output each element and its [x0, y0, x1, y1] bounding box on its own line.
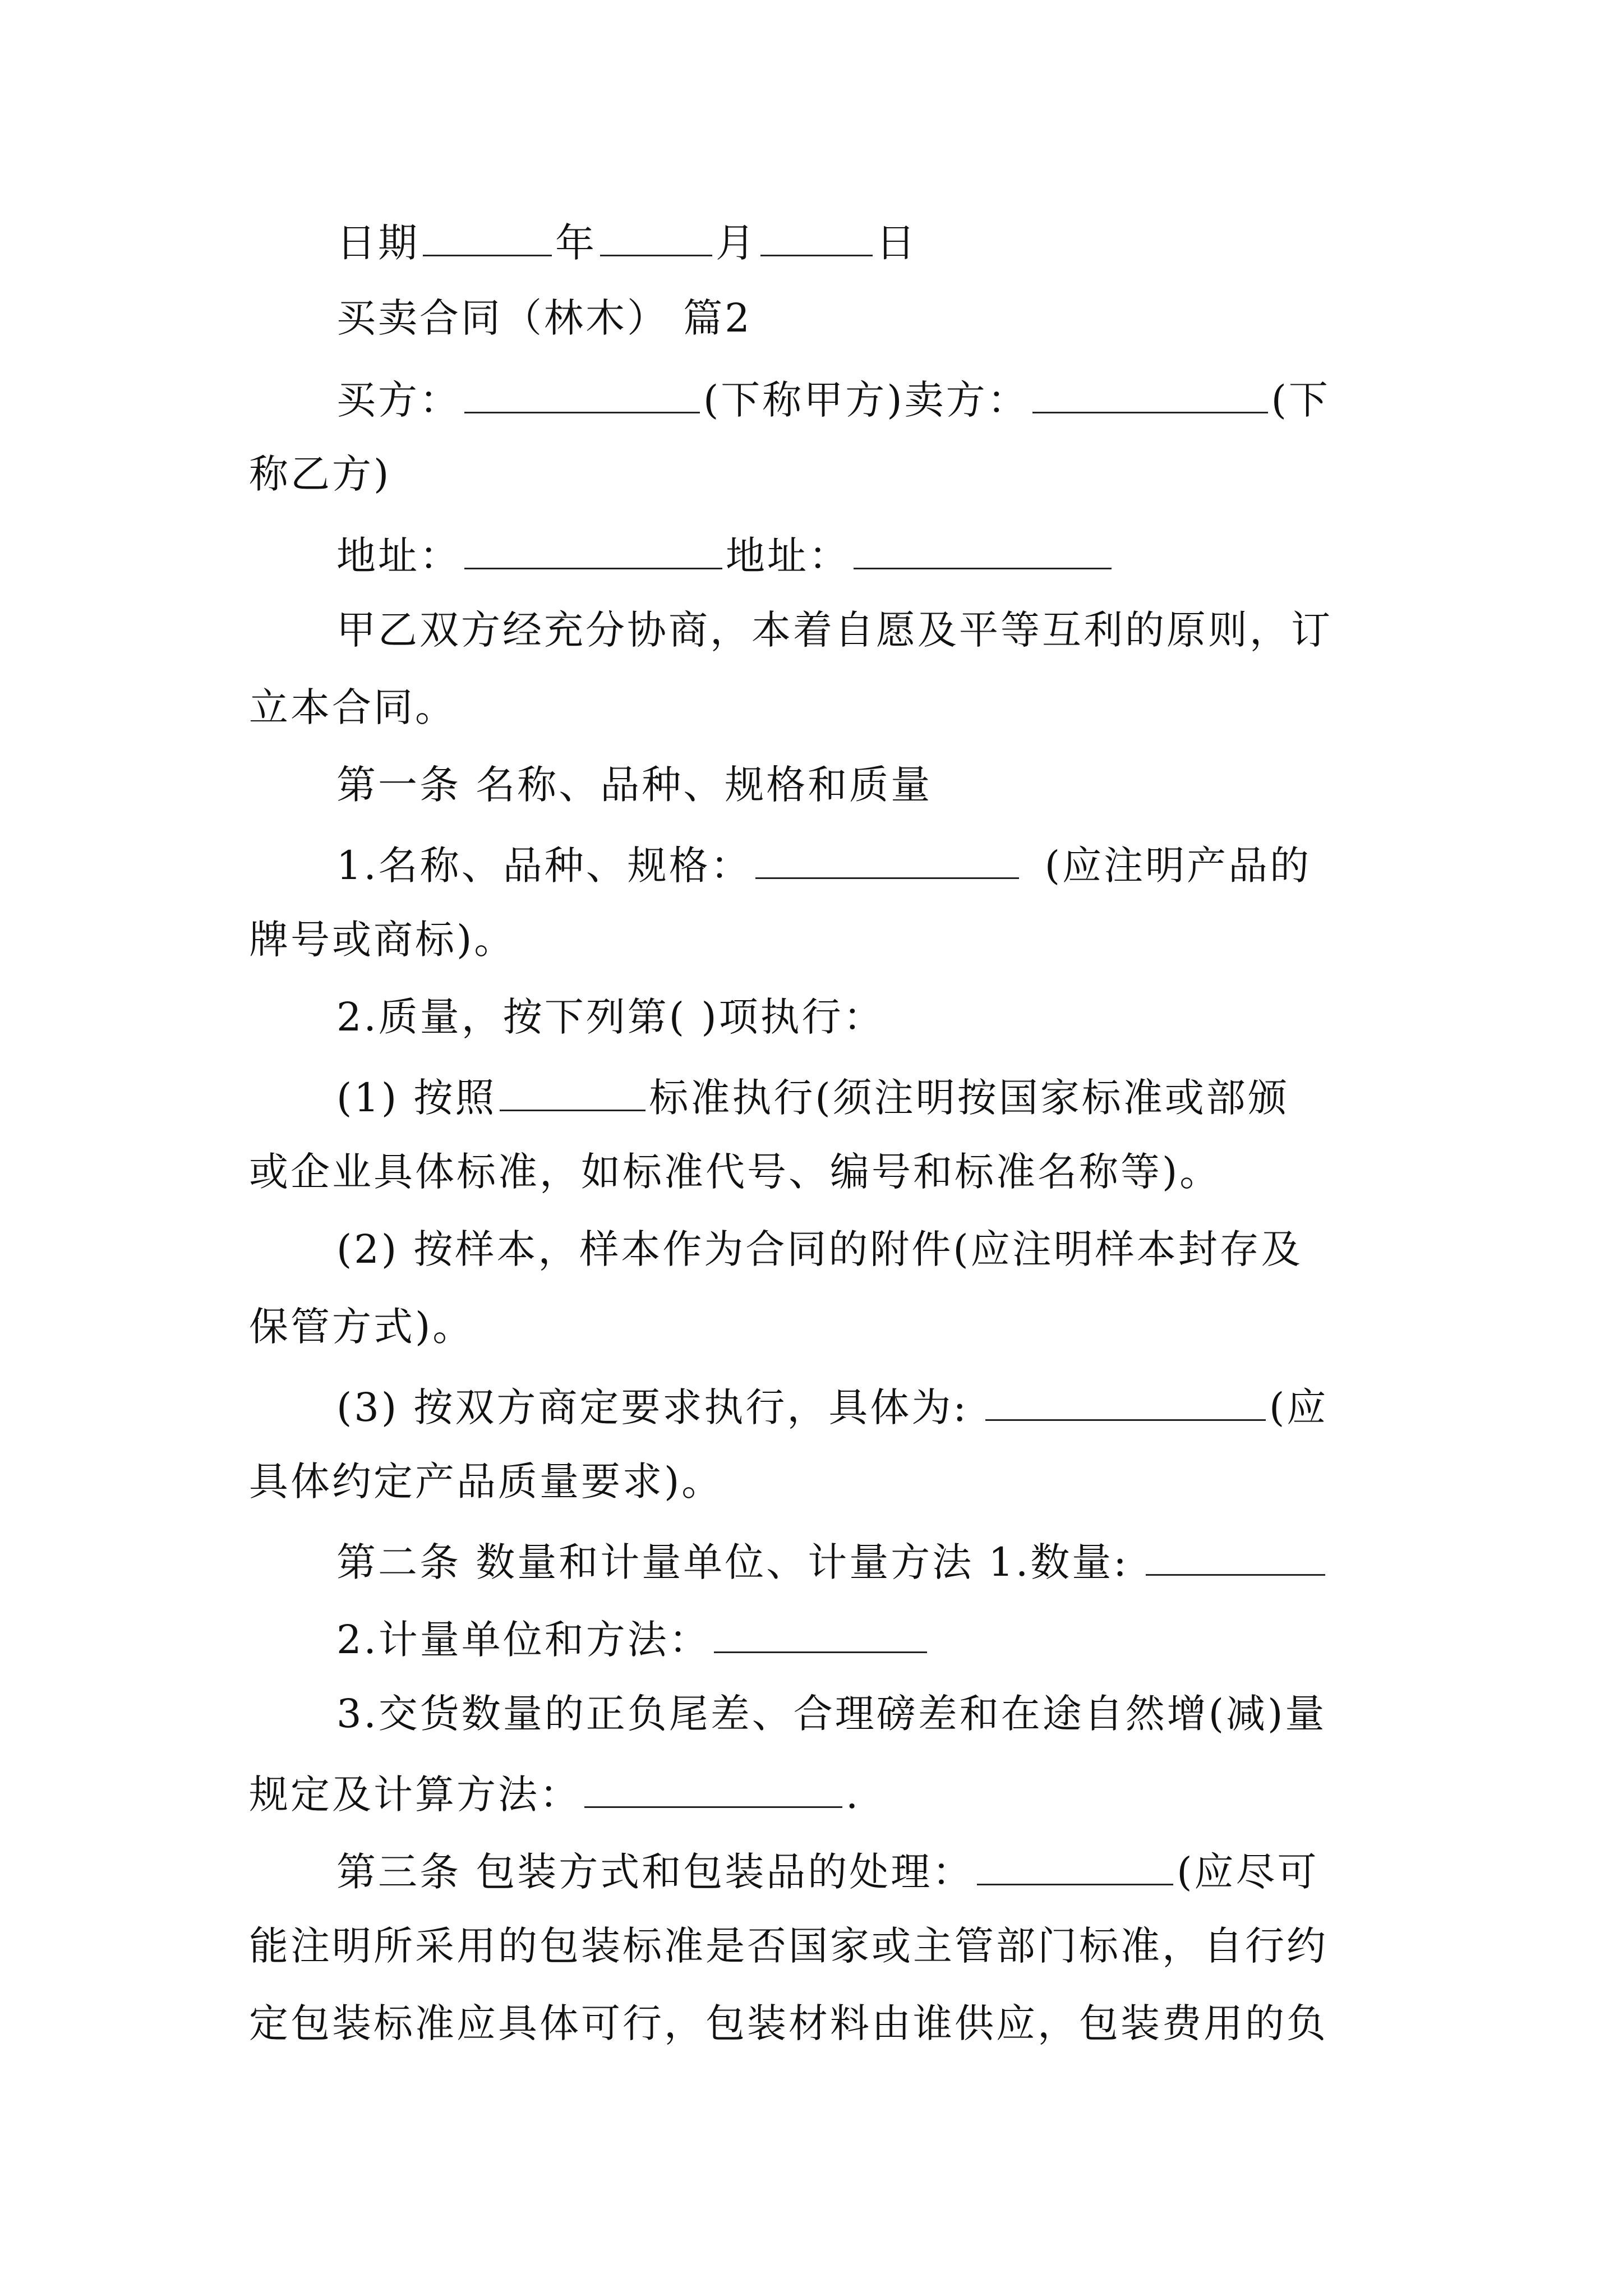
- spec-note: (应注明产品的: [1044, 843, 1312, 889]
- date-blank-2[interactable]: [600, 220, 712, 256]
- packaging-blank[interactable]: [977, 1849, 1173, 1885]
- quality-requirement-blank[interactable]: [985, 1384, 1266, 1421]
- seller-blank[interactable]: [1032, 377, 1268, 413]
- spec-blank[interactable]: [755, 843, 1019, 879]
- seller-label: 卖方：: [904, 377, 1029, 423]
- quality-option-3: [336, 1384, 1329, 1430]
- quality-option-3-cont: 具体约定产品质量要求)。: [249, 1458, 723, 1504]
- month-label: 月: [716, 220, 757, 266]
- preamble-line-2: 立本合同。: [249, 684, 457, 730]
- seller-suffix: (下: [1271, 377, 1330, 423]
- calc-label: 规定及计算方法：: [249, 1772, 581, 1818]
- option-3-note: (应: [1269, 1384, 1329, 1430]
- address-label-2: 地址：: [726, 533, 850, 579]
- buyer-blank[interactable]: [464, 377, 700, 413]
- measure-blank[interactable]: [714, 1617, 927, 1653]
- calc-blank[interactable]: [584, 1772, 842, 1808]
- article-1-item-1: [336, 843, 1312, 889]
- date-blank-3[interactable]: [760, 220, 873, 256]
- article-2-item-3-cont: [249, 1772, 861, 1818]
- quality-option-2: (2) 按样本，样本作为合同的附件(应注明样本封存及: [336, 1226, 1303, 1272]
- option-1-text: 标准执行(须注明按国家标准或部颁: [649, 1075, 1289, 1121]
- year-label: 年: [555, 220, 597, 266]
- article-1-heading: 第一条 名称、品种、规格和质量: [336, 762, 933, 808]
- article-3-heading: [336, 1849, 1319, 1895]
- article-3-line-2: 能注明所采用的包装标准是否国家或主管部门标准，自行约: [249, 1923, 1328, 1969]
- option-3-label: (3) 按双方商定要求执行，具体为:: [336, 1384, 969, 1430]
- date-blank-1[interactable]: [423, 220, 552, 256]
- day-label: 日: [876, 220, 917, 266]
- option-1-label: (1) 按照: [336, 1075, 497, 1121]
- article-3-line-3: 定包装标准应具体可行，包装材料由谁供应，包装费用的负: [249, 2000, 1328, 2046]
- article-3-heading-text: 第三条 包装方式和包装品的处理：: [336, 1849, 974, 1895]
- contract-title: 买卖合同（林木） 篇2: [336, 295, 752, 341]
- address-blank-2[interactable]: [854, 533, 1112, 569]
- preamble-line-1: 甲乙双方经充分协商，本着自愿及平等互利的原则，订: [336, 607, 1332, 653]
- article-2-heading-text: 第二条 数量和计量单位、计量方法 1.数量:: [336, 1539, 1129, 1585]
- address-blank-1[interactable]: [464, 533, 722, 569]
- article-1-item-2: 2.质量，按下列第( )项执行：: [336, 994, 885, 1040]
- calc-end: .: [846, 1772, 861, 1818]
- date-label: 日期: [336, 220, 419, 266]
- address-label-1: 地址：: [336, 533, 461, 579]
- quality-option-2-cont: 保管方式)。: [249, 1304, 474, 1350]
- article-2-item-2: [336, 1617, 930, 1663]
- date-line: [336, 220, 917, 266]
- quality-option-1: [336, 1075, 1289, 1121]
- article-2-item-3: 3.交货数量的正负尾差、合理磅差和在途自然增(减)量: [336, 1691, 1327, 1737]
- article-1-item-1-cont: 牌号或商标)。: [249, 917, 516, 963]
- article-3-note: (应尽可: [1177, 1849, 1319, 1895]
- buyer-label: 买方：: [336, 377, 461, 423]
- quality-option-1-cont: 或企业具体标准，如标准代号、编号和标准名称等)。: [249, 1149, 1221, 1195]
- spec-label: 1.名称、品种、规格：: [336, 843, 752, 889]
- parties-line-cont: 称乙方): [249, 451, 391, 497]
- article-2-heading: [336, 1539, 1329, 1585]
- quantity-blank[interactable]: [1146, 1539, 1325, 1576]
- measure-label: 2.计量单位和方法：: [336, 1617, 711, 1663]
- parties-line: [336, 377, 1330, 423]
- buyer-suffix: (下称甲方): [703, 377, 905, 423]
- standard-blank[interactable]: [500, 1075, 645, 1111]
- address-line: [336, 533, 1115, 579]
